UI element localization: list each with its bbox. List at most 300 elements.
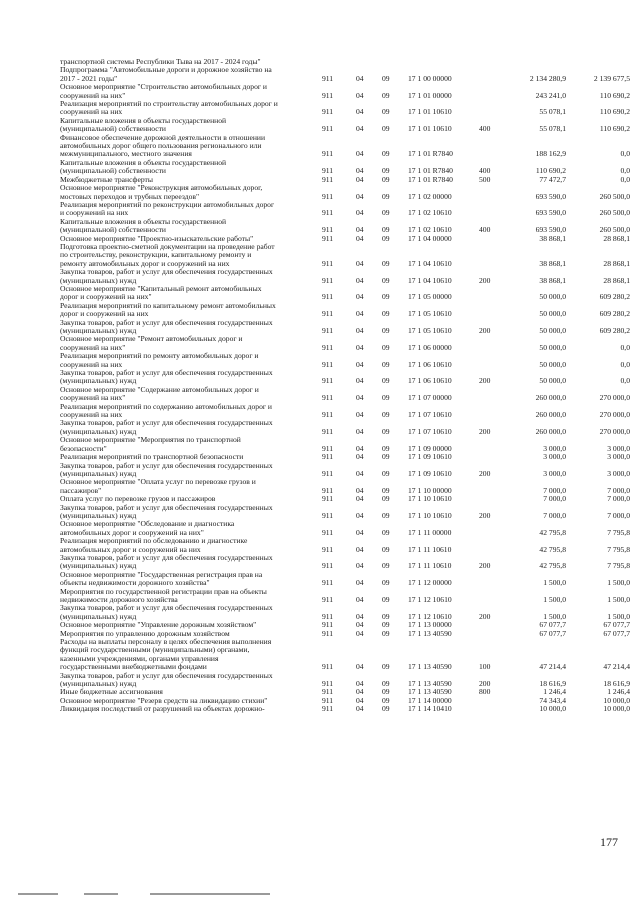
admin-code-cell: 911	[322, 410, 334, 420]
subsection-code-cell: 09	[382, 628, 390, 638]
subsection-code-cell: 09	[382, 426, 390, 436]
target-item-cell: 17 1 12 10610	[408, 611, 452, 621]
subsection-code-cell: 09	[382, 468, 390, 478]
row-description: Мероприятия по управлению дорожным хозяйством	[60, 628, 230, 638]
target-item-cell: 17 1 13 40590	[408, 662, 452, 672]
table-row	[60, 134, 630, 159]
table-row	[60, 369, 630, 386]
amount-year2-cell: 0,0	[620, 342, 630, 352]
amount-year2-cell: 0,0	[620, 376, 630, 386]
table-row	[60, 159, 630, 176]
admin-code-cell: 911	[322, 452, 334, 462]
amount-year2-cell: 270 000,0	[599, 393, 630, 403]
amount-year1-cell: 50 000,0	[539, 309, 566, 319]
section-code-cell: 04	[356, 225, 364, 235]
expense-type-cell: 400	[479, 166, 491, 176]
subsection-code-cell: 09	[382, 73, 390, 83]
target-item-cell: 17 1 11 10610	[408, 544, 452, 554]
section-code-cell: 04	[356, 628, 364, 638]
target-item-cell: 17 1 05 00000	[408, 292, 452, 302]
target-item-cell: 17 1 00 00000	[408, 73, 452, 83]
amount-year2-cell: 3 000,0	[607, 443, 630, 453]
amount-year1-cell: 3 000,0	[543, 452, 566, 462]
subsection-code-cell: 09	[382, 359, 390, 369]
table-row	[60, 100, 630, 117]
admin-code-cell: 911	[322, 595, 334, 604]
amount-year2-cell: 260 500,0	[599, 208, 630, 218]
section-code-cell: 04	[356, 359, 364, 369]
expense-type-cell: 200	[479, 510, 491, 520]
subsection-code-cell: 09	[382, 166, 390, 176]
subsection-code-cell: 09	[382, 90, 390, 100]
table-row	[60, 520, 630, 537]
amount-year2-cell: 10 000,0	[603, 695, 630, 705]
admin-code-cell: 911	[322, 485, 334, 495]
target-item-cell: 17 1 06 10610	[408, 376, 452, 386]
expense-type-cell: 200	[479, 679, 491, 689]
section-code-cell: 04	[356, 510, 364, 520]
subsection-code-cell: 09	[382, 124, 390, 134]
amount-year1-cell: 1 246,4	[543, 687, 566, 697]
target-item-cell: 17 1 01 00000	[408, 90, 452, 100]
subsection-code-cell: 09	[382, 452, 390, 462]
amount-year2-cell: 67 077,7	[603, 628, 630, 638]
admin-code-cell: 911	[322, 309, 334, 319]
table-row	[60, 117, 630, 134]
amount-year2-cell: 7 795,8	[607, 544, 630, 554]
expense-type-cell: 400	[479, 124, 491, 134]
table-row	[60, 403, 630, 420]
amount-year1-cell: 50 000,0	[539, 292, 566, 302]
subsection-code-cell: 09	[382, 258, 390, 268]
target-item-cell: 17 1 13 40590	[408, 687, 452, 697]
amount-year2-cell: 18 616,9	[603, 679, 630, 689]
subsection-code-cell: 09	[382, 443, 390, 453]
row-description: Закупка товаров, работ и услуг для обеспечения государственных (муниципальных) нужд	[60, 317, 273, 335]
amount-year2-cell: 7 795,8	[607, 561, 630, 571]
table-row	[60, 243, 630, 268]
amount-year1-cell: 50 000,0	[539, 326, 566, 335]
target-item-cell: 17 1 01 R7840	[408, 166, 453, 176]
admin-code-cell: 911	[322, 90, 334, 100]
amount-year2-cell: 10 000,0	[603, 704, 630, 714]
subsection-code-cell: 09	[382, 494, 390, 504]
admin-code-cell: 911	[322, 393, 334, 403]
subsection-code-cell: 09	[382, 410, 390, 420]
row-description: Закупка товаров, работ и услуг для обеспечения государственных (муниципальных) нужд	[60, 267, 273, 285]
amount-year2-cell: 0,0	[620, 149, 630, 159]
amount-year1-cell: 188 162,9	[535, 149, 566, 159]
row-description: Реализация мероприятий по реконструкции автомобильных дорог и сооружений на них	[60, 199, 275, 218]
admin-code-cell: 911	[322, 544, 334, 554]
target-item-cell: 17 1 01 R7840	[408, 149, 453, 159]
expense-type-cell: 500	[479, 174, 491, 184]
amount-year1-cell: 18 616,9	[539, 679, 566, 689]
expense-type-cell: 800	[479, 687, 491, 697]
amount-year1-cell: 260 000,0	[535, 426, 566, 436]
row-description: Реализация мероприятий по строительству автомобильных дорог и сооружений на них	[60, 99, 278, 117]
expense-type-cell: 200	[479, 561, 491, 571]
target-item-cell: 17 1 10 10610	[408, 494, 452, 504]
row-description: Закупка товаров, работ и услуг для обеспечения государственных (муниципальных) нужд	[60, 368, 273, 386]
subsection-code-cell: 09	[382, 510, 390, 520]
row-description: Закупка товаров, работ и услуг для обеспечения государственных (муниципальных) нужд	[60, 603, 273, 621]
amount-year1-cell: 260 000,0	[535, 410, 566, 420]
amount-year1-cell: 42 795,8	[539, 544, 566, 554]
admin-code-cell: 911	[322, 225, 334, 235]
admin-code-cell: 911	[322, 174, 334, 184]
subsection-code-cell: 09	[382, 393, 390, 403]
amount-year2-cell: 270 000,0	[599, 426, 630, 436]
section-code-cell: 04	[356, 233, 364, 243]
amount-year1-cell: 7 000,0	[543, 494, 566, 504]
row-description: Ликвидация последствий от разрушений на объектах дорожно-	[60, 704, 265, 714]
amount-year1-cell: 1 500,0	[543, 578, 566, 588]
target-item-cell: 17 1 13 40590	[408, 679, 452, 689]
section-code-cell: 04	[356, 275, 364, 285]
table-row	[60, 436, 630, 453]
admin-code-cell: 911	[322, 510, 334, 520]
row-description: Подпрограмма "Автомобильные дороги и дорожное хозяйство на 2017 - 2021 годы"	[60, 65, 272, 83]
section-code-cell: 04	[356, 73, 364, 83]
subsection-code-cell: 09	[382, 695, 390, 705]
section-code-cell: 04	[356, 679, 364, 689]
amount-year2-cell: 28 868,1	[603, 275, 630, 285]
amount-year1-cell: 47 214,4	[539, 662, 566, 672]
target-item-cell: 17 1 01 10610	[408, 107, 452, 117]
target-item-cell: 17 1 11 00000	[408, 527, 452, 537]
amount-year2-cell: 0,0	[620, 359, 630, 369]
table-row	[60, 184, 630, 201]
target-item-cell: 17 1 12 00000	[408, 578, 452, 588]
row-description: Основное мероприятие "Обследование и диагностика автомобильных дорог и сооружений на них"	[60, 519, 235, 537]
table-row	[60, 285, 630, 302]
amount-year2-cell: 260 500,0	[599, 225, 630, 235]
subsection-code-cell: 09	[382, 561, 390, 571]
admin-code-cell: 911	[322, 468, 334, 478]
section-code-cell: 04	[356, 595, 364, 604]
amount-year2-cell: 270 000,0	[599, 410, 630, 420]
section-code-cell: 04	[356, 544, 364, 554]
amount-year1-cell: 693 590,0	[535, 191, 566, 201]
row-description: Закупка товаров, работ и услуг для обеспечения государственных (муниципальных) нужд	[60, 552, 273, 571]
row-description: Основное мероприятие "Резерв средств на ликвидацию стихии"	[60, 695, 268, 705]
admin-code-cell: 911	[322, 149, 334, 159]
row-description: Капитальные вложения в объекты государственной (муниципальной) собственности	[60, 157, 227, 176]
amount-year1-cell: 50 000,0	[539, 376, 566, 386]
section-code-cell: 04	[356, 443, 364, 453]
table-row	[60, 554, 630, 571]
amount-year1-cell: 38 868,1	[539, 275, 566, 285]
target-item-cell: 17 1 04 10610	[408, 258, 452, 268]
table-row	[60, 537, 630, 554]
subsection-code-cell: 09	[382, 595, 390, 604]
amount-year2-cell: 7 000,0	[607, 485, 630, 495]
section-code-cell: 04	[356, 468, 364, 478]
target-item-cell: 17 1 05 10610	[408, 309, 452, 319]
admin-code-cell: 911	[322, 443, 334, 453]
row-description: Реализация мероприятий по содержанию автомобильных дорог и сооружений на них	[60, 401, 272, 420]
row-description: Основное мероприятие "Оплата услуг по перевозке грузов и пассажиров"	[60, 477, 256, 495]
amount-year1-cell: 7 000,0	[543, 485, 566, 495]
subsection-code-cell: 09	[382, 275, 390, 285]
amount-year1-cell: 74 343,4	[539, 695, 566, 705]
row-description: Основное мероприятие "Ремонт автомобильных дорог и сооружений на них"	[60, 334, 243, 352]
page-number: 177	[600, 835, 618, 849]
amount-year2-cell: 28 868,1	[603, 233, 630, 243]
row-description: Основное мероприятие "Содержание автомобильных дорог и сооружений на них"	[60, 384, 259, 403]
subsection-code-cell: 09	[382, 107, 390, 117]
admin-code-cell: 911	[322, 376, 334, 386]
scan-artifact	[84, 893, 118, 895]
row-description: Закупка товаров, работ и услуг для обеспечения государственных (муниципальных) нужд	[60, 502, 273, 520]
amount-year1-cell: 42 795,8	[539, 527, 566, 537]
admin-code-cell: 911	[322, 107, 334, 117]
table-row	[60, 504, 630, 521]
row-description: Закупка товаров, работ и услуг для обеспечения государственных (муниципальных) нужд	[60, 670, 273, 689]
target-item-cell: 17 1 04 10610	[408, 275, 452, 285]
target-item-cell: 17 1 09 10610	[408, 452, 452, 462]
row-description: Основное мероприятие "Государственная регистрация прав на объекты недвижимости дорожного хозяйства"	[60, 569, 263, 588]
amount-year1-cell: 38 868,1	[539, 233, 566, 243]
row-description: Капитальные вложения в объекты государственной (муниципальной) собственности	[60, 115, 227, 134]
target-item-cell: 17 1 05 10610	[408, 326, 452, 335]
admin-code-cell: 911	[322, 527, 334, 537]
section-code-cell: 04	[356, 662, 364, 672]
amount-year2-cell: 1 500,0	[607, 595, 630, 604]
row-description: Оплата услуг по перевозке грузов и пассажиров	[60, 494, 216, 504]
admin-code-cell: 911	[322, 687, 334, 697]
admin-code-cell: 911	[322, 233, 334, 243]
budget-table	[60, 58, 630, 714]
amount-year2-cell: 7 000,0	[607, 510, 630, 520]
amount-year1-cell: 1 500,0	[543, 595, 566, 604]
table-row	[60, 604, 630, 621]
amount-year1-cell: 67 077,7	[539, 628, 566, 638]
target-item-cell: 17 1 13 00000	[408, 620, 452, 630]
row-description: Межбюджетные трансферты	[60, 174, 153, 184]
expense-type-cell: 200	[479, 611, 491, 621]
table-row	[60, 218, 630, 235]
amount-year1-cell: 3 000,0	[543, 443, 566, 453]
row-description: Закупка товаров, работ и услуг для обеспечения государственных (муниципальных) нужд	[60, 460, 273, 478]
subsection-code-cell: 09	[382, 376, 390, 386]
target-item-cell: 17 1 06 00000	[408, 342, 452, 352]
table-row	[60, 672, 630, 689]
target-item-cell: 17 1 01 10610	[408, 124, 452, 134]
subsection-code-cell: 09	[382, 704, 390, 714]
section-code-cell: 04	[356, 309, 364, 319]
subsection-code-cell: 09	[382, 225, 390, 235]
target-item-cell: 17 1 02 10610	[408, 208, 452, 218]
admin-code-cell: 911	[322, 359, 334, 369]
row-description: Реализация мероприятий по обследованию и диагностике автомобильных дорог и сооружений на них	[60, 536, 248, 554]
section-code-cell: 04	[356, 107, 364, 117]
table-row	[60, 462, 630, 479]
target-item-cell: 17 1 09 00000	[408, 443, 452, 453]
scan-artifact	[150, 893, 270, 895]
section-code-cell: 04	[356, 376, 364, 386]
row-description: транспортной системы Республики Тыва на 2017 - 2024 годы"	[60, 57, 261, 66]
section-code-cell: 04	[356, 208, 364, 218]
table-row	[60, 66, 630, 83]
target-item-cell: 17 1 02 00000	[408, 191, 452, 201]
amount-year1-cell: 1 500,0	[543, 611, 566, 621]
table-row	[60, 478, 630, 495]
subsection-code-cell: 09	[382, 326, 390, 335]
expense-type-cell: 400	[479, 225, 491, 235]
section-code-cell: 04	[356, 620, 364, 630]
subsection-code-cell: 09	[382, 208, 390, 218]
row-description: Основное мероприятие "Капитальный ремонт автомобильных дорог и сооружений на них"	[60, 283, 262, 302]
subsection-code-cell: 09	[382, 191, 390, 201]
amount-year2-cell: 609 280,2	[599, 309, 630, 319]
admin-code-cell: 911	[322, 275, 334, 285]
section-code-cell: 04	[356, 258, 364, 268]
row-description: Подготовка проектно-сметной документации на проведение работ по строительству, реконструкции, капитальному ремонту и ремонту автомобильных дорог и сооружений на них	[60, 241, 275, 268]
admin-code-cell: 911	[322, 620, 334, 630]
subsection-code-cell: 09	[382, 687, 390, 697]
table-row	[60, 419, 630, 436]
admin-code-cell: 911	[322, 73, 334, 83]
amount-year2-cell: 47 214,4	[603, 662, 630, 672]
subsection-code-cell: 09	[382, 578, 390, 588]
section-code-cell: 04	[356, 687, 364, 697]
amount-year2-cell: 110 690,2	[599, 124, 630, 134]
section-code-cell: 04	[356, 342, 364, 352]
subsection-code-cell: 09	[382, 679, 390, 689]
amount-year2-cell: 110 690,2	[599, 90, 630, 100]
admin-code-cell: 911	[322, 561, 334, 571]
admin-code-cell: 911	[322, 258, 334, 268]
table-row	[60, 268, 630, 285]
amount-year1-cell: 3 000,0	[543, 468, 566, 478]
target-item-cell: 17 1 10 00000	[408, 485, 452, 495]
section-code-cell: 04	[356, 191, 364, 201]
section-code-cell: 04	[356, 426, 364, 436]
table-row	[60, 302, 630, 319]
row-description: Основное мероприятие "Мероприятия по транспортной безопасности"	[60, 435, 241, 453]
subsection-code-cell: 09	[382, 620, 390, 630]
section-code-cell: 04	[356, 494, 364, 504]
section-code-cell: 04	[356, 611, 364, 621]
amount-year1-cell: 10 000,0	[539, 704, 566, 714]
amount-year2-cell: 67 077,7	[603, 620, 630, 630]
amount-year2-cell: 7 795,8	[607, 527, 630, 537]
expense-type-cell: 200	[479, 326, 491, 335]
amount-year2-cell: 609 280,2	[599, 292, 630, 302]
section-code-cell: 04	[356, 695, 364, 705]
row-description: Расходы на выплаты персоналу в целях обеспечения выполнения функций государственными (муниципальными) органами, казенными учреждениями, органами управления государственными внебюджетными фондами	[60, 637, 272, 672]
row-description: Закупка товаров, работ и услуг для обеспечения государственных (муниципальных) нужд	[60, 418, 273, 436]
expense-type-cell: 200	[479, 376, 491, 386]
subsection-code-cell: 09	[382, 233, 390, 243]
admin-code-cell: 911	[322, 292, 334, 302]
row-description: Иные бюджетные ассигнования	[60, 687, 163, 697]
section-code-cell: 04	[356, 704, 364, 714]
section-code-cell: 04	[356, 124, 364, 134]
target-item-cell: 17 1 07 10610	[408, 426, 452, 436]
amount-year1-cell: 38 868,1	[539, 258, 566, 268]
admin-code-cell: 911	[322, 611, 334, 621]
row-description: Мероприятия по государственной регистрации прав на объекты недвижимости дорожного хозяйства	[60, 586, 267, 604]
amount-year1-cell: 7 000,0	[543, 510, 566, 520]
amount-year2-cell: 110 690,2	[599, 107, 630, 117]
table-row	[60, 335, 630, 352]
amount-year1-cell: 693 590,0	[535, 225, 566, 235]
subsection-code-cell: 09	[382, 611, 390, 621]
section-code-cell: 04	[356, 561, 364, 571]
table-row	[60, 386, 630, 403]
amount-year2-cell: 1 500,0	[607, 611, 630, 621]
amount-year1-cell: 693 590,0	[535, 208, 566, 218]
section-code-cell: 04	[356, 485, 364, 495]
admin-code-cell: 911	[322, 704, 334, 714]
target-item-cell: 17 1 02 10610	[408, 225, 452, 235]
amount-year2-cell: 1 246,4	[607, 687, 630, 697]
section-code-cell: 04	[356, 166, 364, 176]
expense-type-cell: 200	[479, 426, 491, 436]
target-item-cell: 17 1 09 10610	[408, 468, 452, 478]
admin-code-cell: 911	[322, 679, 334, 689]
amount-year1-cell: 2 134 280,9	[529, 73, 566, 83]
amount-year2-cell: 3 000,0	[607, 452, 630, 462]
table-row	[60, 571, 630, 588]
amount-year1-cell: 55 078,1	[539, 107, 566, 117]
subsection-code-cell: 09	[382, 544, 390, 554]
admin-code-cell: 911	[322, 494, 334, 504]
row-description: Основное мероприятие "Проектно-изыскательские работы"	[60, 233, 254, 243]
amount-year1-cell: 77 472,7	[539, 174, 566, 184]
section-code-cell: 04	[356, 393, 364, 403]
admin-code-cell: 911	[322, 124, 334, 134]
target-item-cell: 17 1 12 10610	[408, 595, 452, 604]
table-row	[60, 83, 630, 100]
expense-type-cell: 100	[479, 662, 491, 672]
amount-year1-cell: 50 000,0	[539, 359, 566, 369]
target-item-cell: 17 1 10 10610	[408, 510, 452, 520]
section-code-cell: 04	[356, 90, 364, 100]
table-row	[60, 352, 630, 369]
subsection-code-cell: 09	[382, 342, 390, 352]
section-code-cell: 04	[356, 578, 364, 588]
admin-code-cell: 911	[322, 578, 334, 588]
amount-year1-cell: 260 000,0	[535, 393, 566, 403]
admin-code-cell: 911	[322, 628, 334, 638]
amount-year2-cell: 260 500,0	[599, 191, 630, 201]
section-code-cell: 04	[356, 527, 364, 537]
row-description: Основное мероприятие "Управление дорожным хозяйством"	[60, 620, 257, 630]
target-item-cell: 17 1 11 10610	[408, 561, 452, 571]
row-description: Реализация мероприятий по транспортной безопасности	[60, 452, 244, 462]
subsection-code-cell: 09	[382, 662, 390, 672]
section-code-cell: 04	[356, 174, 364, 184]
admin-code-cell: 911	[322, 662, 334, 672]
amount-year1-cell: 110 690,2	[535, 166, 566, 176]
subsection-code-cell: 09	[382, 309, 390, 319]
amount-year2-cell: 1 500,0	[607, 578, 630, 588]
table-row	[60, 201, 630, 218]
amount-year2-cell: 7 000,0	[607, 494, 630, 504]
subsection-code-cell: 09	[382, 292, 390, 302]
admin-code-cell: 911	[322, 695, 334, 705]
target-item-cell: 17 1 07 10610	[408, 410, 452, 420]
amount-year2-cell: 0,0	[620, 174, 630, 184]
amount-year2-cell: 0,0	[620, 166, 630, 176]
row-description: Основное мероприятие "Реконструкция автомобильных дорог, мостовых переходов и трубных переездов"	[60, 183, 263, 201]
amount-year1-cell: 50 000,0	[539, 342, 566, 352]
scan-artifact	[18, 893, 58, 895]
